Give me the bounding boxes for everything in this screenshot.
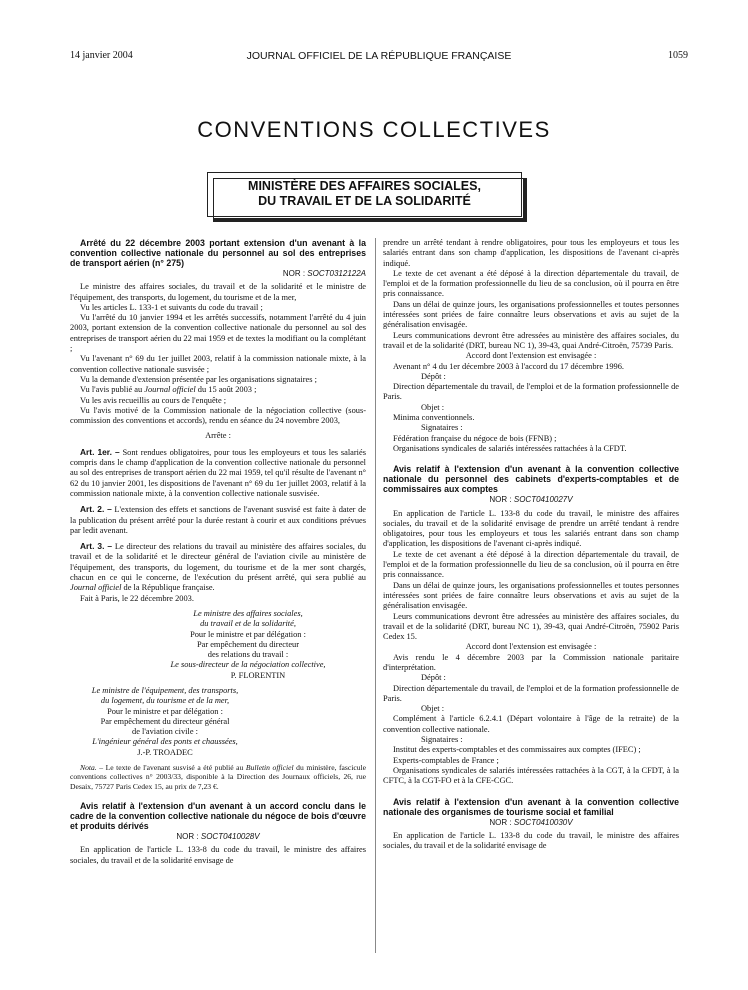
- paragraph: Organisations syndicales de salariés intéressées rattachées à la CGT, à la CFDT, à la CFTC, à la CGT-FO et à la CFE-CGC.: [383, 765, 679, 786]
- paragraph: Le texte de cet avenant a été déposé à la direction départementale du travail, de l'emploi et de la formation professionnelle du lieu de sa conclusion, où il pourra en être pris connaissance.: [383, 549, 679, 580]
- paragraph: Avenant n° 4 du 1er décembre 2003 à l'accord du 17 décembre 1996.: [393, 361, 624, 371]
- signature-block-1: [70, 609, 366, 681]
- paragraph: Minima conventionnels.: [393, 413, 475, 423]
- text: Vu l'avis publié au: [80, 385, 143, 395]
- fait-a-paris: Fait à Paris, le 22 décembre 2003.: [80, 593, 194, 603]
- paragraph: Direction départementale du travail, de l'emploi et de la formation professionnelle de Paris.: [383, 683, 679, 703]
- paragraph: Vu l'avis motivé de la Commission nationale de la négociation collective (sous-commission des conventions et accords), rendu en séance du 24 novembre 2003,: [70, 405, 366, 426]
- ministry-name: [208, 179, 521, 209]
- paragraph: Organisations syndicales de salariés intéressées rattachées à la CFDT.: [393, 443, 627, 453]
- header-journal-title: JOURNAL OFFICIEL DE LA RÉPUBLIQUE FRANÇAISE: [246, 50, 512, 62]
- paragraph: Institut des experts-comptables et des commissaires aux comptes (IFEC) ;: [393, 745, 641, 755]
- ministry-line-2: DU TRAVAIL ET DE LA SOLIDARITÉ: [258, 194, 471, 208]
- nor-value: SOCT0410027V: [513, 495, 573, 505]
- text: du 15 août 2003 ;: [197, 385, 257, 395]
- paragraph: prendre un arrêté tendant à rendre obligatoires, pour tous les employeurs et tous les salariés entrant dans son champ d'application, les dispositions de l'avenant ci-après indiqué.: [383, 238, 679, 268]
- subheading: Accord dont l'extension est envisagée :: [465, 351, 597, 361]
- nota-text: Le texte de l'avenant susvisé a été publié au: [105, 763, 244, 773]
- header-page-number: 1059: [668, 50, 688, 61]
- nor-label: NOR :: [489, 817, 512, 827]
- nor-reference: [383, 818, 679, 828]
- ministry-box: [207, 172, 522, 217]
- arrete-label: Arrête :: [205, 431, 231, 441]
- paragraph: Dans un délai de quinze jours, les organisations professionnelles et toutes personnes intéressées sont priées de faire connaître leurs observations et avis au sujet de la généralisation envisagée.: [383, 580, 679, 611]
- nor-value: SOCT0410030V: [513, 817, 573, 827]
- nor-reference: [70, 832, 366, 842]
- nota: [70, 763, 366, 791]
- signature-block-2: [70, 686, 260, 758]
- signature-line: des relations du travail :: [207, 650, 289, 660]
- signature-line: Par empêchement du directeur: [196, 639, 300, 649]
- article-2: [70, 504, 366, 536]
- article-label: Art. 1er. –: [80, 446, 120, 457]
- article-text: de la République française.: [123, 583, 215, 593]
- paragraph: [70, 385, 366, 395]
- italic-text: Journal officiel: [70, 583, 122, 593]
- subheading: Dépôt :: [421, 673, 446, 683]
- article-label: Art. 3. –: [80, 541, 113, 552]
- signature-line: Le ministre de l'équipement, des transports,: [91, 685, 239, 695]
- signatory-name: P. FLORENTIN: [230, 670, 286, 680]
- paragraph: Complément à l'article 6.2.4.1 (Départ volontaire à l'âge de la retraite) de la convention collective nationale.: [383, 714, 679, 734]
- article-label: Art. 2. –: [80, 504, 112, 515]
- paragraph: Vu l'arrêté du 10 janvier 1994 et les arrêtés successifs, notamment l'arrêté du 4 juin 2003, portant extension de la convention collective nationale du personnel au sol des entreprises de transport aérien du 22 mai 1959 et de textes la modifiant ou la complétant ;: [70, 313, 366, 354]
- signature-line: du travail et de la solidarité,: [200, 619, 296, 629]
- avis-heading: Avis relatif à l'extension d'un avenant à un accord conclu dans le cadre de la convention collective nationale du négoce de bois d'œuvre et produits dérivés: [70, 800, 366, 831]
- signature-line: du logement, du tourisme et de la mer,: [100, 696, 230, 706]
- nota-label: Nota. –: [80, 763, 104, 773]
- nor-value: SOCT0312122A: [307, 269, 366, 278]
- signature-line: Pour le ministre et par délégation :: [190, 629, 306, 639]
- signature-line: Le sous-directeur de la négociation collective,: [170, 660, 326, 670]
- nor-reference: [70, 269, 366, 279]
- paragraph: Dans un délai de quinze jours, les organisations professionnelles et toutes personnes intéressées sont priées de faire connaître leurs observations et avis au sujet de la généralisation envisagée.: [383, 299, 679, 330]
- right-column: [383, 238, 679, 851]
- paragraph: Leurs communications devront être adressées au ministère des affaires sociales, du travail et de la solidarité (DRT, bureau NC 1), 39-43, quai André-Citroën, 75739 Paris.: [383, 330, 679, 350]
- ministry-line-1: MINISTÈRE DES AFFAIRES SOCIALES,: [248, 179, 481, 193]
- signature-line: Par empêchement du directeur général: [100, 716, 230, 726]
- avis-heading: Avis relatif à l'extension d'un avenant à la convention collective nationale des organismes de tourisme social et familial: [383, 796, 679, 817]
- paragraph: Vu la demande d'extension présentée par les organisations signataires ;: [80, 374, 317, 384]
- nor-value: SOCT0410028V: [200, 831, 260, 841]
- column-divider: [375, 238, 376, 953]
- paragraph: Experts-comptables de France ;: [393, 755, 499, 765]
- nor-label: NOR :: [176, 831, 199, 841]
- signature-line: Pour le ministre et par délégation :: [107, 706, 223, 716]
- subheading: Signataires :: [421, 423, 463, 433]
- article-1: [70, 447, 366, 499]
- section-title: CONVENTIONS COLLECTIVES: [197, 117, 551, 142]
- article-text: L'extension des effets et sanctions de l'avenant susvisé est faite à dater de la publication du présent arrêté pour la durée restant à courir et aux conditions prévues par ledit avenant.: [70, 505, 366, 535]
- subheading: Accord dont l'extension est envisagée :: [465, 642, 597, 652]
- paragraph: Le ministre des affaires sociales, du travail et de la solidarité et le ministre de l'équipement, des transports, du logement, du tourisme et de la mer,: [70, 282, 366, 302]
- paragraph: En application de l'article L. 133-8 du code du travail, le ministre des affaires sociales, du travail et de la solidarité envisage de prendre un arrêté tendant à rendre obligatoires, pour tous les employeurs et tous les salariés entrant dans son champ d'application, les dispositions de l'avenant ci-après indiqué.: [383, 508, 679, 549]
- nor-label: NOR :: [282, 269, 306, 278]
- subheading: Objet :: [421, 402, 445, 412]
- signature-line: de l'aviation civile :: [132, 727, 198, 737]
- signatory-name: J.-P. TROADEC: [137, 747, 193, 757]
- article-text: Le directeur des relations du travail au ministère des affaires sociales, du travail et de la solidarité et le directeur général de l'aviation civile au ministère de l'équipement, des transports, du logement, du tourisme et de la mer sont chargés, chacun en ce qui le concerne, de l'exécution du présent arrêté, qui sera publié au: [70, 542, 366, 583]
- left-column: [70, 238, 366, 866]
- subheading: Dépôt :: [421, 371, 446, 381]
- subheading: Signataires :: [421, 735, 463, 745]
- subheading: Objet :: [421, 704, 445, 714]
- paragraph: Fédération française du négoce de bois (FFNB) ;: [393, 433, 557, 443]
- paragraph: En application de l'article L. 133-8 du code du travail, le ministre des affaires sociales, du travail et de la solidarité envisage de: [383, 830, 679, 851]
- signature-line: L'ingénieur général des ponts et chaussées,: [92, 737, 238, 747]
- article-3: [70, 541, 366, 593]
- italic-text: Bulletin officiel: [245, 763, 294, 773]
- article-text: Sont rendues obligatoires, pour tous les employeurs et tous les salariés compris dans le champ d'application de la convention collective nationale du personnel au sol des entreprises de transport aérien du 22 mai 1959, tel qu'il résulte de l'avenant n° 62 du 10 janvier 2001, les dispositions de l'avenant n° 69 du 1er juillet 2003, relatif à la commission nationale mixte, à la convention collective nationale susvisée.: [70, 447, 366, 498]
- signature-line: Le ministre des affaires sociales,: [193, 608, 303, 618]
- paragraph: Avis rendu le 4 décembre 2003 par la Commission nationale paritaire d'interprétation.: [383, 652, 679, 672]
- nor-reference: [383, 495, 679, 505]
- paragraph: Vu l'avenant n° 69 du 1er juillet 2003, relatif à la commission nationale mixte, à la convention collective nationale susvisée ;: [70, 354, 366, 374]
- arrete-heading: Arrêté du 22 décembre 2003 portant extension d'un avenant à la convention collective nationale du personnel au sol des entreprises de transport aérien (n° 275): [70, 238, 366, 268]
- page-header: [70, 50, 688, 64]
- avis-heading: Avis relatif à l'extension d'un avenant à la convention collective nationale du personnel des cabinets d'experts-comptables et de commissaires aux comptes: [383, 464, 679, 495]
- paragraph: Direction départementale du travail, de l'emploi et de la formation professionnelle de Paris.: [383, 382, 679, 402]
- paragraph: Vu les articles L. 133-1 et suivants du code du travail ;: [80, 302, 263, 312]
- italic-text: Journal officiel: [144, 385, 196, 395]
- paragraph: Vu les avis recueillis au cours de l'enquête ;: [80, 395, 227, 405]
- paragraph: Leurs communications devront être adressées au ministère des affaires sociales, du travail et de la solidarité (DRT, bureau NC 1), 39-43, quai André-Citroën, 75902 Paris Cedex 15.: [383, 611, 679, 642]
- paragraph: En application de l'article L. 133-8 du code du travail, le ministre des affaires sociales, du travail et de la solidarité envisage de: [70, 845, 366, 865]
- nota-text: du ministère, fascicule conventions collectives n° 2003/33, disponible à la Direction des Journaux officiels, 26, rue Desaix, 75727 Paris Cedex 15, au prix de 7,23 €.: [70, 763, 367, 791]
- paragraph: Le texte de cet avenant a été déposé à la direction départementale du travail, de l'emploi et de la formation professionnelle du lieu de sa conclusion, où il pourra en être pris connaissance.: [383, 268, 679, 299]
- header-date: 14 janvier 2004: [70, 50, 133, 61]
- nor-label: NOR :: [489, 495, 512, 505]
